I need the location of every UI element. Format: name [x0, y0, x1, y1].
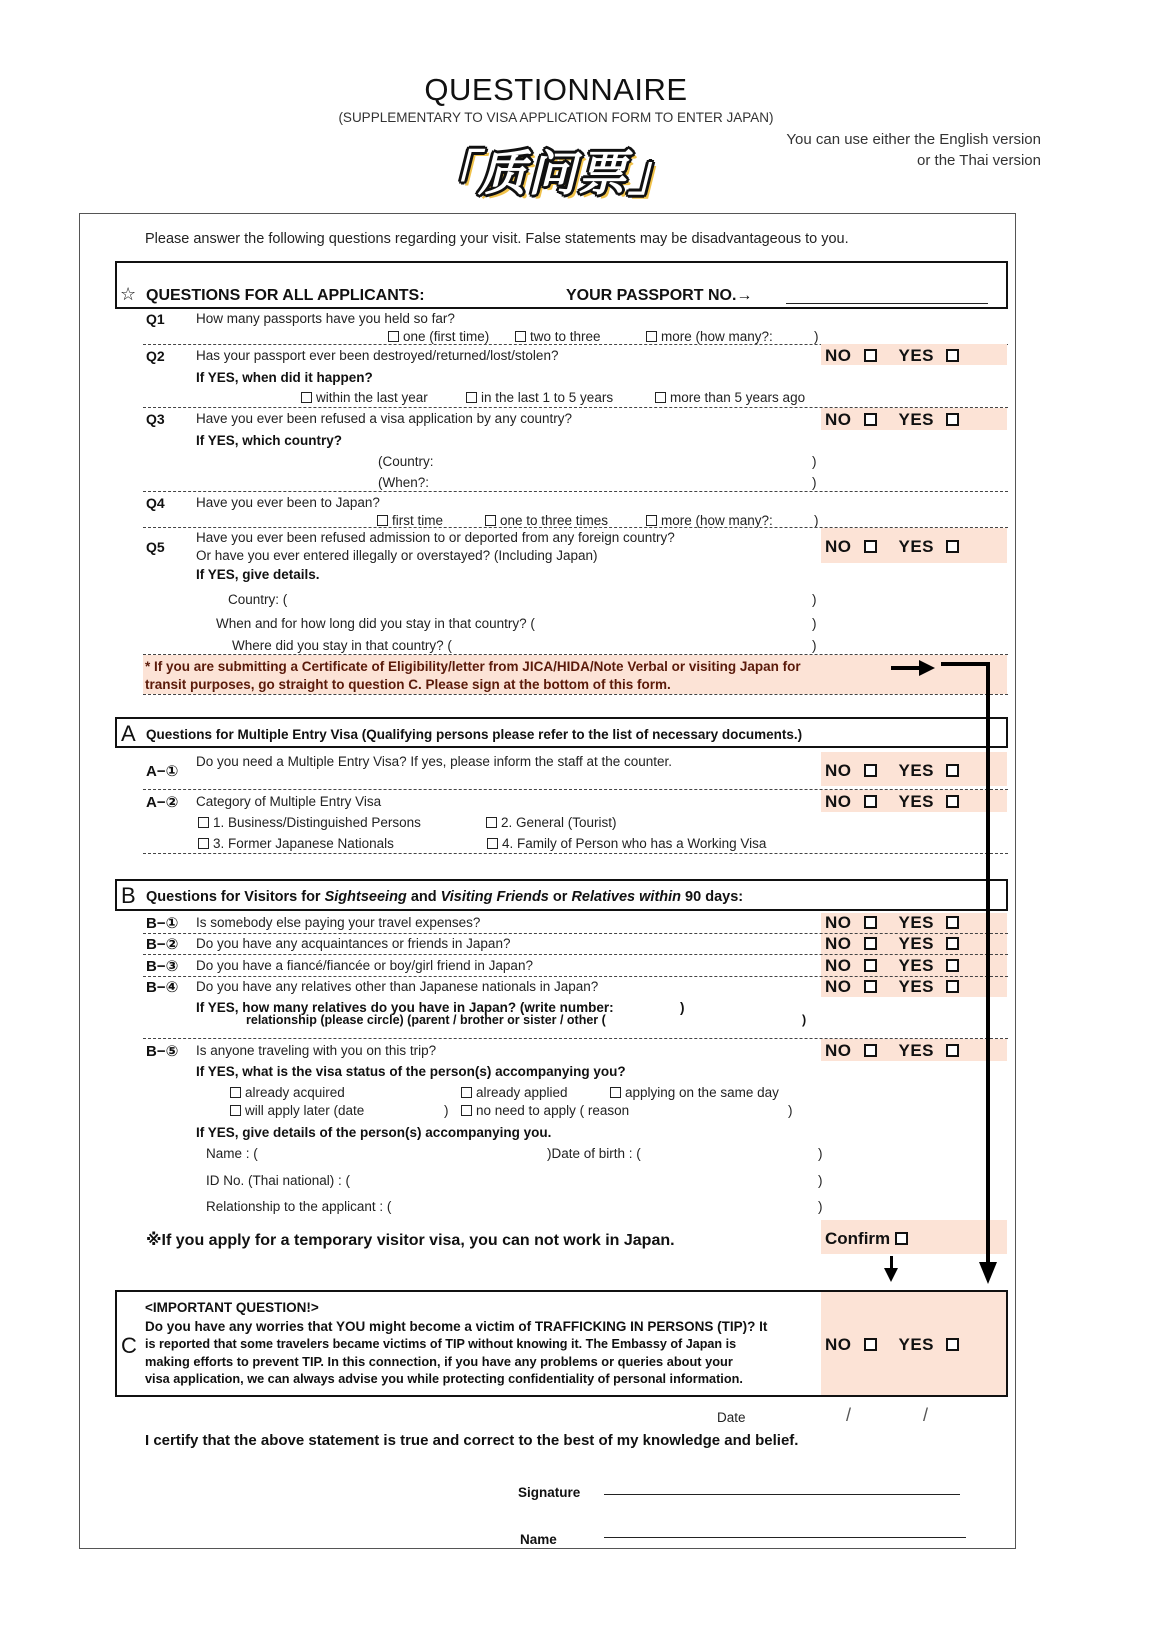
checkbox-icon[interactable]	[655, 392, 666, 403]
b5-answer	[825, 1041, 959, 1061]
a1-yes-checkbox[interactable]	[946, 764, 959, 777]
star-icon: ☆	[120, 284, 137, 304]
divider	[143, 853, 1008, 854]
yes-label: YES	[898, 761, 935, 780]
q2-answer	[825, 346, 959, 366]
yes-label: YES	[898, 1335, 935, 1354]
q2-yes-checkbox[interactable]	[946, 349, 959, 362]
b2-number: B−②	[146, 936, 179, 953]
b5-id-field[interactable]: ID No. (Thai national) : (	[206, 1173, 351, 1188]
q5-number: Q5	[146, 539, 165, 555]
q4-option-2-label: one to three times	[500, 513, 609, 528]
heading-part: or	[548, 889, 572, 905]
checkbox-icon[interactable]	[461, 1087, 472, 1098]
yes-label: YES	[898, 913, 935, 932]
skip-arrow-horizontal	[891, 666, 921, 670]
b5-option-2[interactable]	[461, 1085, 568, 1100]
q4-option-1-label: first time	[392, 513, 444, 528]
passport-label: YOUR PASSPORT NO.→	[566, 287, 753, 304]
a2-option-2[interactable]	[486, 815, 617, 830]
q2-option-1-label: within the last year	[316, 390, 428, 405]
checkbox-icon[interactable]	[646, 331, 657, 342]
no-label: NO	[825, 410, 852, 429]
q5-text-1: Have you ever been refused admission to or deported from any foreign country?	[196, 530, 675, 545]
section-c-letter: C	[121, 1333, 137, 1358]
a2-option-3-label: 3. Former Japanese Nationals	[213, 836, 394, 851]
q3-country-field[interactable]: (Country:	[378, 454, 434, 469]
q2-number: Q2	[146, 348, 165, 364]
date-label: Date	[717, 1410, 746, 1425]
checkbox-icon[interactable]	[610, 1087, 621, 1098]
q5-no-checkbox[interactable]	[864, 540, 877, 553]
b3-yes-checkbox[interactable]	[946, 959, 959, 972]
yes-label: YES	[898, 956, 935, 975]
no-label: NO	[825, 761, 852, 780]
q2-no-checkbox[interactable]	[864, 349, 877, 362]
q2-option-2[interactable]	[466, 390, 613, 405]
a2-option-1[interactable]	[198, 815, 421, 830]
q5-yes-checkbox[interactable]	[946, 540, 959, 553]
a2-yes-checkbox[interactable]	[946, 795, 959, 808]
heading-part: 90 days:	[681, 889, 744, 905]
confirm-label	[825, 1229, 908, 1249]
b4-ifyes: If YES, how many relatives do you have in Japan? (write number:	[196, 1000, 614, 1015]
b4-number: B−④	[146, 979, 179, 996]
skip-arrow-vertical	[986, 662, 990, 1264]
checkbox-icon[interactable]	[198, 817, 209, 828]
c-no-checkbox[interactable]	[864, 1338, 877, 1351]
note-line-2: transit purposes, go straight to question C. Please sign at the bottom of this form.	[145, 677, 671, 692]
q1-close: )	[814, 329, 819, 344]
b3-answer	[825, 956, 959, 976]
q4-number: Q4	[146, 495, 165, 511]
a2-text: Category of Multiple Entry Visa	[196, 794, 382, 809]
checkbox-icon[interactable]	[230, 1087, 241, 1098]
passport-number-field[interactable]	[786, 303, 988, 304]
yes-label: YES	[898, 410, 935, 429]
chinese-title: 「质问票」	[428, 146, 679, 202]
no-label: NO	[825, 792, 852, 811]
c-answer	[825, 1335, 959, 1355]
b5-option-5[interactable]	[461, 1103, 629, 1118]
checkbox-icon[interactable]	[301, 392, 312, 403]
a2-no-checkbox[interactable]	[864, 795, 877, 808]
q1-option-2-label: two to three	[530, 329, 601, 344]
no-label: NO	[825, 1335, 852, 1354]
date-slash-2: /	[923, 1405, 929, 1425]
b5-number: B−⑤	[146, 1043, 179, 1060]
yes-label: YES	[898, 1041, 935, 1060]
section-c-line-4: visa application, we can always advise you while protecting confidentiality of personal information.	[145, 1372, 743, 1386]
page-title: QUESTIONNAIRE	[424, 72, 688, 107]
visa-warning: ※If you apply for a temporary visitor visa, you can not work in Japan.	[146, 1232, 675, 1249]
skip-arrow-top	[941, 662, 990, 666]
q3-ifyes: If YES, which country?	[196, 433, 343, 448]
b5-option-4[interactable]	[230, 1103, 364, 1118]
checkbox-icon[interactable]	[646, 515, 657, 526]
q5-country-field[interactable]: Country: (	[228, 592, 288, 607]
yes-label: YES	[898, 977, 935, 996]
yes-label: YES	[898, 346, 935, 365]
q1-option-2[interactable]	[515, 329, 601, 344]
a2-option-3[interactable]	[198, 836, 394, 851]
confirm-arrow-down-icon	[884, 1268, 898, 1282]
q5-text-2: Or have you ever entered illegally or overstayed? (Including Japan)	[196, 548, 598, 563]
q1-option-1[interactable]	[388, 329, 489, 344]
b1-answer	[825, 913, 959, 933]
q3-no-checkbox[interactable]	[864, 413, 877, 426]
a1-answer	[825, 761, 959, 781]
checkbox-icon[interactable]	[461, 1105, 472, 1116]
c-yes-checkbox[interactable]	[946, 1338, 959, 1351]
skip-arrow-down-icon	[979, 1262, 997, 1284]
checkbox-icon[interactable]	[515, 331, 526, 342]
section-c-line-1: Do you have any worries that YOU might become a victim of TRAFFICKING IN PERSONS (TIP)? It	[145, 1319, 768, 1334]
q5-close: )	[812, 616, 817, 631]
page-subtitle: (SUPPLEMENTARY TO VISA APPLICATION FORM TO ENTER JAPAN)	[338, 110, 774, 125]
signature-field[interactable]	[604, 1494, 960, 1495]
checkbox-icon[interactable]	[198, 838, 209, 849]
all-applicants-heading: QUESTIONS FOR ALL APPLICANTS:	[146, 287, 425, 304]
b5-yes-checkbox[interactable]	[946, 1044, 959, 1057]
heading-part: Questions for Visitors for	[146, 889, 325, 905]
b5-option-3[interactable]	[610, 1085, 779, 1100]
b5-option-4-close: )	[444, 1103, 449, 1118]
section-a-letter: A	[121, 721, 136, 746]
a1-text: Do you need a Multiple Entry Visa? If yes, please inform the staff at the counter.	[196, 754, 673, 769]
b5-text: Is anyone traveling with you on this trip?	[196, 1043, 437, 1058]
b4-no-checkbox[interactable]	[864, 980, 877, 993]
checkbox-icon[interactable]	[377, 515, 388, 526]
b3-no-checkbox[interactable]	[864, 959, 877, 972]
date-slash-1: /	[846, 1405, 852, 1425]
b1-text: Is somebody else paying your travel expenses?	[196, 915, 481, 930]
checkbox-icon[interactable]	[466, 392, 477, 403]
yes-label: YES	[898, 934, 935, 953]
q4-option-2[interactable]	[485, 513, 608, 528]
confirm-text: Confirm	[825, 1229, 891, 1248]
certification-text: I certify that the above statement is true and correct to the best of my knowledge and belief.	[145, 1432, 799, 1449]
q2-text: Has your passport ever been destroyed/returned/lost/stolen?	[196, 348, 559, 363]
a2-answer	[825, 792, 959, 812]
no-label: NO	[825, 346, 852, 365]
q4-text: Have you ever been to Japan?	[196, 495, 380, 510]
b5-option-5-label: no need to apply ( reason	[476, 1103, 630, 1118]
q4-close: )	[814, 513, 819, 528]
b5-relationship-field[interactable]: Relationship to the applicant : (	[206, 1199, 392, 1214]
a2-option-1-label: 1. Business/Distinguished Persons	[213, 815, 421, 830]
skip-arrow-head-icon	[919, 660, 935, 676]
b5-dob-field[interactable]: )Date of birth : (	[547, 1146, 641, 1161]
b3-number: B−③	[146, 958, 179, 975]
a2-number: A−②	[146, 794, 179, 811]
q1-option-3[interactable]	[646, 329, 773, 344]
b5-ifyes: If YES, what is the visa status of the person(s) accompanying you?	[196, 1064, 626, 1079]
a2-option-4[interactable]	[487, 836, 766, 851]
b4-text: Do you have any relatives other than Japanese nationals in Japan?	[196, 979, 599, 994]
yes-label: YES	[898, 537, 935, 556]
b2-answer	[825, 934, 959, 954]
section-c-line-2: is reported that some travelers became victims of TIP without knowing it. The Embassy of Japan is	[145, 1337, 737, 1351]
name-field[interactable]	[604, 1537, 966, 1538]
checkbox-icon[interactable]	[388, 331, 399, 342]
b1-yes-checkbox[interactable]	[946, 916, 959, 929]
q5-ifyes: If YES, give details.	[196, 567, 320, 582]
q4-option-1[interactable]	[377, 513, 443, 528]
no-label: NO	[825, 537, 852, 556]
checkbox-icon[interactable]	[487, 838, 498, 849]
q4-option-3-label: more (how many?:	[661, 513, 773, 528]
q1-option-3-label: more (how many?:	[661, 329, 773, 344]
heading-part: and	[406, 889, 441, 905]
section-b-letter: B	[121, 883, 136, 908]
b2-text: Do you have any acquaintances or friends in Japan?	[196, 936, 511, 951]
b4-answer	[825, 977, 959, 997]
q3-text: Have you ever been refused a visa application by any country?	[196, 411, 572, 426]
confirm-checkbox[interactable]	[895, 1232, 908, 1245]
b2-no-checkbox[interactable]	[864, 937, 877, 950]
q1-text: How many passports have you held so far?	[196, 311, 455, 326]
version-note-2: or the Thai version	[917, 152, 1041, 169]
b5-option-5-close: )	[788, 1103, 793, 1118]
heading-part: Sightseeing	[324, 889, 407, 905]
b3-text: Do you have a fiancé/fiancée or boy/girl friend in Japan?	[196, 958, 533, 973]
q3-answer	[825, 410, 959, 430]
q3-close: )	[812, 454, 817, 469]
q3-number: Q3	[146, 411, 165, 427]
checkbox-icon[interactable]	[485, 515, 496, 526]
q2-option-1[interactable]	[301, 390, 428, 405]
version-note-1: You can use either the English version	[786, 131, 1041, 148]
b5-option-3-label: applying on the same day	[625, 1085, 779, 1100]
q2-option-2-label: in the last 1 to 5 years	[481, 390, 614, 405]
heading-part: Visiting Friends	[440, 889, 549, 905]
a1-number: A−①	[146, 763, 179, 780]
q5-howlong-field[interactable]: When and for how long did you stay in that country? (	[216, 616, 535, 631]
divider	[143, 491, 1008, 492]
b2-yes-checkbox[interactable]	[946, 937, 959, 950]
no-label: NO	[825, 913, 852, 932]
q2-option-3[interactable]	[655, 390, 805, 405]
q5-where-field[interactable]: Where did you stay in that country? (	[232, 638, 452, 653]
b5-option-4-label: will apply later (date	[245, 1103, 365, 1118]
b5-option-1-label: already acquired	[245, 1085, 345, 1100]
q3-yes-checkbox[interactable]	[946, 413, 959, 426]
b5-option-2-label: already applied	[476, 1085, 568, 1100]
b4-rel-close: )	[802, 1013, 807, 1027]
no-label: NO	[825, 956, 852, 975]
q1-option-1-label: one (first time)	[403, 329, 490, 344]
b1-number: B−①	[146, 915, 179, 932]
checkbox-icon[interactable]	[230, 1105, 241, 1116]
b5-name-field[interactable]: Name : (	[206, 1146, 258, 1161]
b5-details: If YES, give details of the person(s) accompanying you.	[196, 1125, 552, 1140]
q5-answer	[825, 537, 959, 557]
b5-close: )	[818, 1146, 823, 1161]
b1-no-checkbox[interactable]	[864, 916, 877, 929]
section-c-line-3: making efforts to prevent TIP. In this connection, if you have any problems or queries about your	[145, 1354, 733, 1369]
b5-close: )	[818, 1199, 823, 1214]
heading-part: Relatives within	[571, 889, 682, 905]
q2-option-3-label: more than 5 years ago	[670, 390, 806, 405]
q3-close: )	[812, 475, 817, 490]
q5-close: )	[812, 638, 817, 653]
q5-close: )	[812, 592, 817, 607]
b4-relationship: relationship (please circle) (parent / brother or sister / other (	[246, 1013, 606, 1027]
b5-option-1[interactable]	[230, 1085, 345, 1100]
q4-option-3[interactable]	[646, 513, 773, 528]
yes-label: YES	[898, 792, 935, 811]
no-label: NO	[825, 1041, 852, 1060]
b5-close: )	[818, 1173, 823, 1188]
name-label: Name	[520, 1532, 557, 1547]
divider	[143, 694, 1008, 695]
q3-when-field[interactable]: (When?:	[378, 475, 430, 490]
b4-close: )	[680, 1000, 685, 1015]
checkbox-icon[interactable]	[486, 817, 497, 828]
no-label: NO	[825, 977, 852, 996]
a2-option-2-label: 2. General (Tourist)	[501, 815, 617, 830]
signature-label: Signature	[518, 1485, 581, 1500]
section-b-heading	[146, 889, 743, 905]
section-c-heading: <IMPORTANT QUESTION!>	[145, 1300, 319, 1315]
no-label: NO	[825, 934, 852, 953]
b5-no-checkbox[interactable]	[864, 1044, 877, 1057]
a1-no-checkbox[interactable]	[864, 764, 877, 777]
section-a-heading: Questions for Multiple Entry Visa (Qualifying persons please refer to the list of necessary documents.)	[146, 727, 803, 742]
q2-ifyes: If YES, when did it happen?	[196, 370, 373, 385]
intro-text: Please answer the following questions regarding your visit. False statements may be disadvantageous to you.	[145, 231, 849, 247]
b4-yes-checkbox[interactable]	[946, 980, 959, 993]
q1-number: Q1	[146, 311, 165, 327]
a2-option-4-label: 4. Family of Person who has a Working Visa	[502, 836, 767, 851]
note-line-1: * If you are submitting a Certificate of Eligibility/letter from JICA/HIDA/Note Verbal or visiting Japan for	[145, 659, 801, 674]
divider	[143, 954, 1008, 955]
